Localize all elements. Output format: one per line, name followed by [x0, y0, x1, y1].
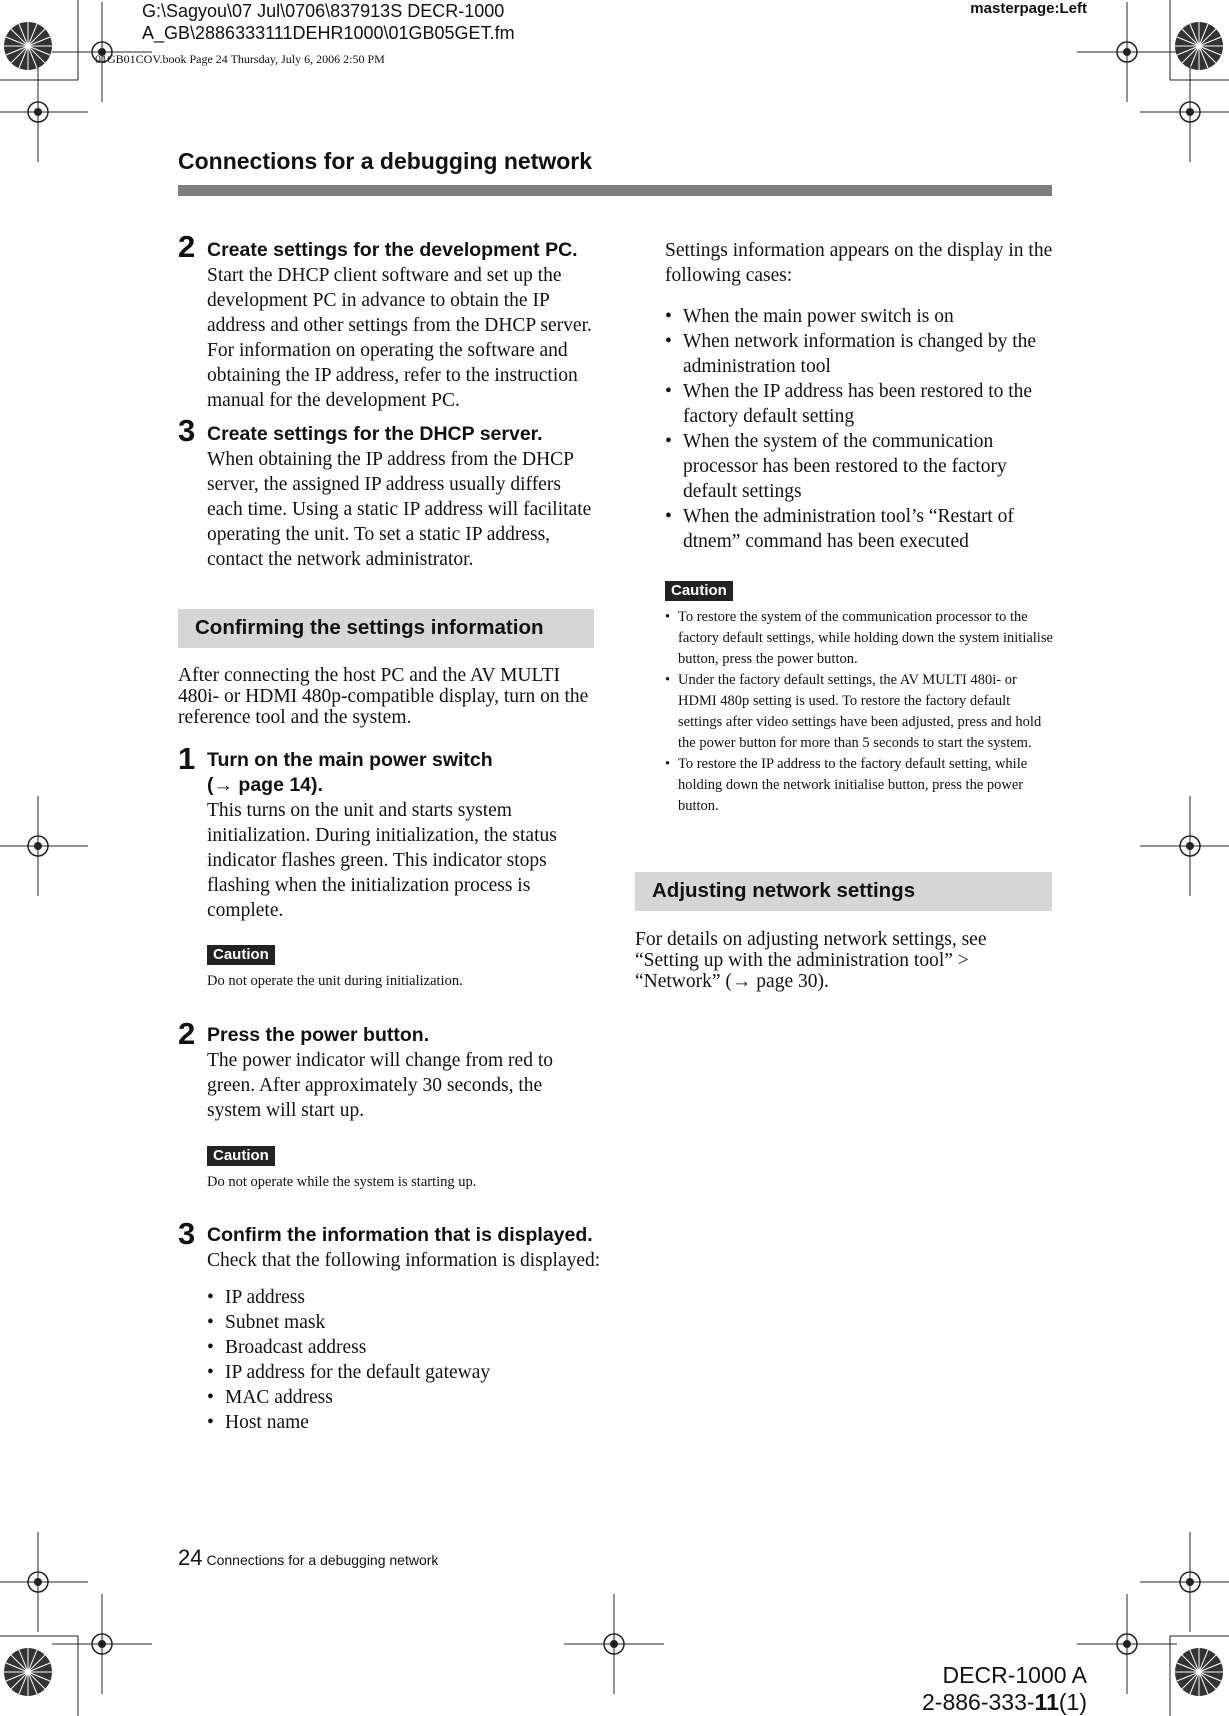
caution-badge: Caution: [207, 945, 275, 965]
crop-mark-mid-left: [0, 796, 88, 896]
step-number: 1: [178, 741, 196, 776]
caution-block: [207, 945, 597, 992]
crop-mark-bottom-right: [1077, 1532, 1229, 1716]
step-number: 2: [178, 229, 196, 264]
part-number: [922, 1689, 1087, 1716]
adjust-text: For details on adjusting network settings, see “Setting up with the administration tool” > “Network” (→ page 30).: [635, 929, 987, 992]
page-title: Connections for a debugging network: [178, 148, 592, 174]
step-number: 3: [178, 1216, 196, 1251]
file-path-line2: A_GB\2886333111DEHR1000\01GB05GET.fm: [142, 23, 515, 43]
model-name: DECR-1000 A: [942, 1662, 1087, 1688]
section-heading-confirm: Confirming the settings information: [178, 609, 594, 648]
list-item: • Subnet mask: [207, 1310, 607, 1335]
list-item: • When the IP address has been restored to the factory default setting: [665, 379, 1057, 429]
page-number: 24: [178, 1545, 203, 1570]
caution-text: Do not operate while the system is starting up.: [207, 1174, 477, 1190]
step-body: This turns on the unit and starts system initialization. During initialization, the status indicator flashes green. This indicator stops flashing when the initialization process is complete.: [207, 800, 557, 921]
running-title: Connections for a debugging network: [206, 1552, 439, 1568]
step-confirm-info: [207, 1223, 607, 1435]
caution-block-right: [665, 581, 1057, 817]
step-create-dev-pc: [207, 238, 597, 413]
part-number-suffix: (1): [1058, 1689, 1087, 1715]
list-item: • To restore the IP address to the factory default setting, while holding down the network initialise button, press the power button.: [665, 754, 1057, 817]
step-create-dhcp: [207, 422, 597, 572]
list-item: • When network information is changed by the administration tool: [665, 329, 1057, 379]
caution-block: [207, 1146, 597, 1193]
part-number-prefix: 2-886-333-: [922, 1689, 1035, 1715]
step-heading-line1: Turn on the main power switch: [207, 749, 493, 771]
list-item: • To restore the system of the communication processor to the factory default settings, while holding down the system initialise button, press the power button.: [665, 607, 1057, 670]
caution-badge: Caution: [665, 581, 733, 601]
crop-mark-bottom-center: [564, 1594, 664, 1694]
list-item: • Under the factory default settings, the AV MULTI 480i- or HDMI 480p setting is used. To restore the factory default settings after video settings have been adjusted, press and hold the power button for more than 5 seconds to start the system.: [665, 670, 1057, 754]
step-heading-line2: (→ page 14).: [207, 774, 323, 796]
step-main-power: [207, 748, 597, 923]
step-body: Check that the following information is displayed:: [207, 1250, 601, 1271]
step-number: 3: [178, 413, 196, 448]
step-heading: Create settings for the DHCP server.: [207, 423, 543, 445]
settings-intro: Settings information appears on the display in the following cases:: [665, 240, 1053, 286]
step-number: 2: [178, 1016, 196, 1051]
doc-code: [922, 1662, 1087, 1716]
file-path-line1: G:\Sagyou\07 Jul\0706\837913S DECR-1000: [142, 1, 505, 21]
part-number-bold: 11: [1034, 1689, 1059, 1715]
crop-mark-mid-right: [1140, 796, 1229, 896]
title-rule: [178, 185, 1052, 196]
step-heading: Press the power button.: [207, 1024, 430, 1046]
list-item: • MAC address: [207, 1385, 607, 1410]
cases-list: [665, 304, 1057, 554]
list-item: • When the administration tool’s “Restart of dtnem” command has been executed: [665, 504, 1057, 554]
step-heading: Create settings for the development PC.: [207, 239, 578, 261]
step-body: Start the DHCP client software and set up the development PC in advance to obtain the IP address and other settings from the DHCP server. For information on operating the software and obtaining the IP address, refer to the instruction manual for the development PC.: [207, 265, 592, 411]
list-item: • Broadcast address: [207, 1335, 607, 1360]
list-item: • IP address: [207, 1285, 607, 1310]
caution-badge: Caution: [207, 1146, 275, 1166]
crop-mark-top-right: [1077, 0, 1229, 162]
list-item: • When the system of the communication processor has been restored to the factory default settings: [665, 429, 1057, 504]
page-footer: [178, 1545, 438, 1571]
section-heading-adjust: Adjusting network settings: [635, 872, 1052, 911]
crop-mark-top-left: [0, 0, 152, 162]
caution-text: Do not operate the unit during initialization.: [207, 973, 463, 989]
list-item: • Host name: [207, 1410, 607, 1435]
list-item: • When the main power switch is on: [665, 304, 1057, 329]
book-info: 01GB01COV.book Page 24 Thursday, July 6, 2006 2:50 PM: [95, 52, 385, 66]
crop-mark-bottom-left: [0, 1532, 152, 1716]
step-heading: Confirm the information that is displayed.: [207, 1224, 593, 1246]
step-power-button: [207, 1023, 597, 1123]
list-item: • IP address for the default gateway: [207, 1360, 607, 1385]
caution-list: [665, 607, 1057, 817]
step-body: The power indicator will change from red to green. After approximately 30 seconds, the system will start up.: [207, 1050, 554, 1121]
masterpage-label: masterpage:Left: [970, 0, 1087, 17]
step-body: When obtaining the IP address from the DHCP server, the assigned IP address usually differs each time. Using a static IP address will facilitate operating the unit. To set a static IP address, contact the network administrator.: [207, 449, 592, 570]
confirm-intro: After connecting the host PC and the AV MULTI 480i- or HDMI 480p-compatible display, turn on the reference tool and the system.: [178, 665, 589, 728]
info-list: [207, 1285, 607, 1435]
